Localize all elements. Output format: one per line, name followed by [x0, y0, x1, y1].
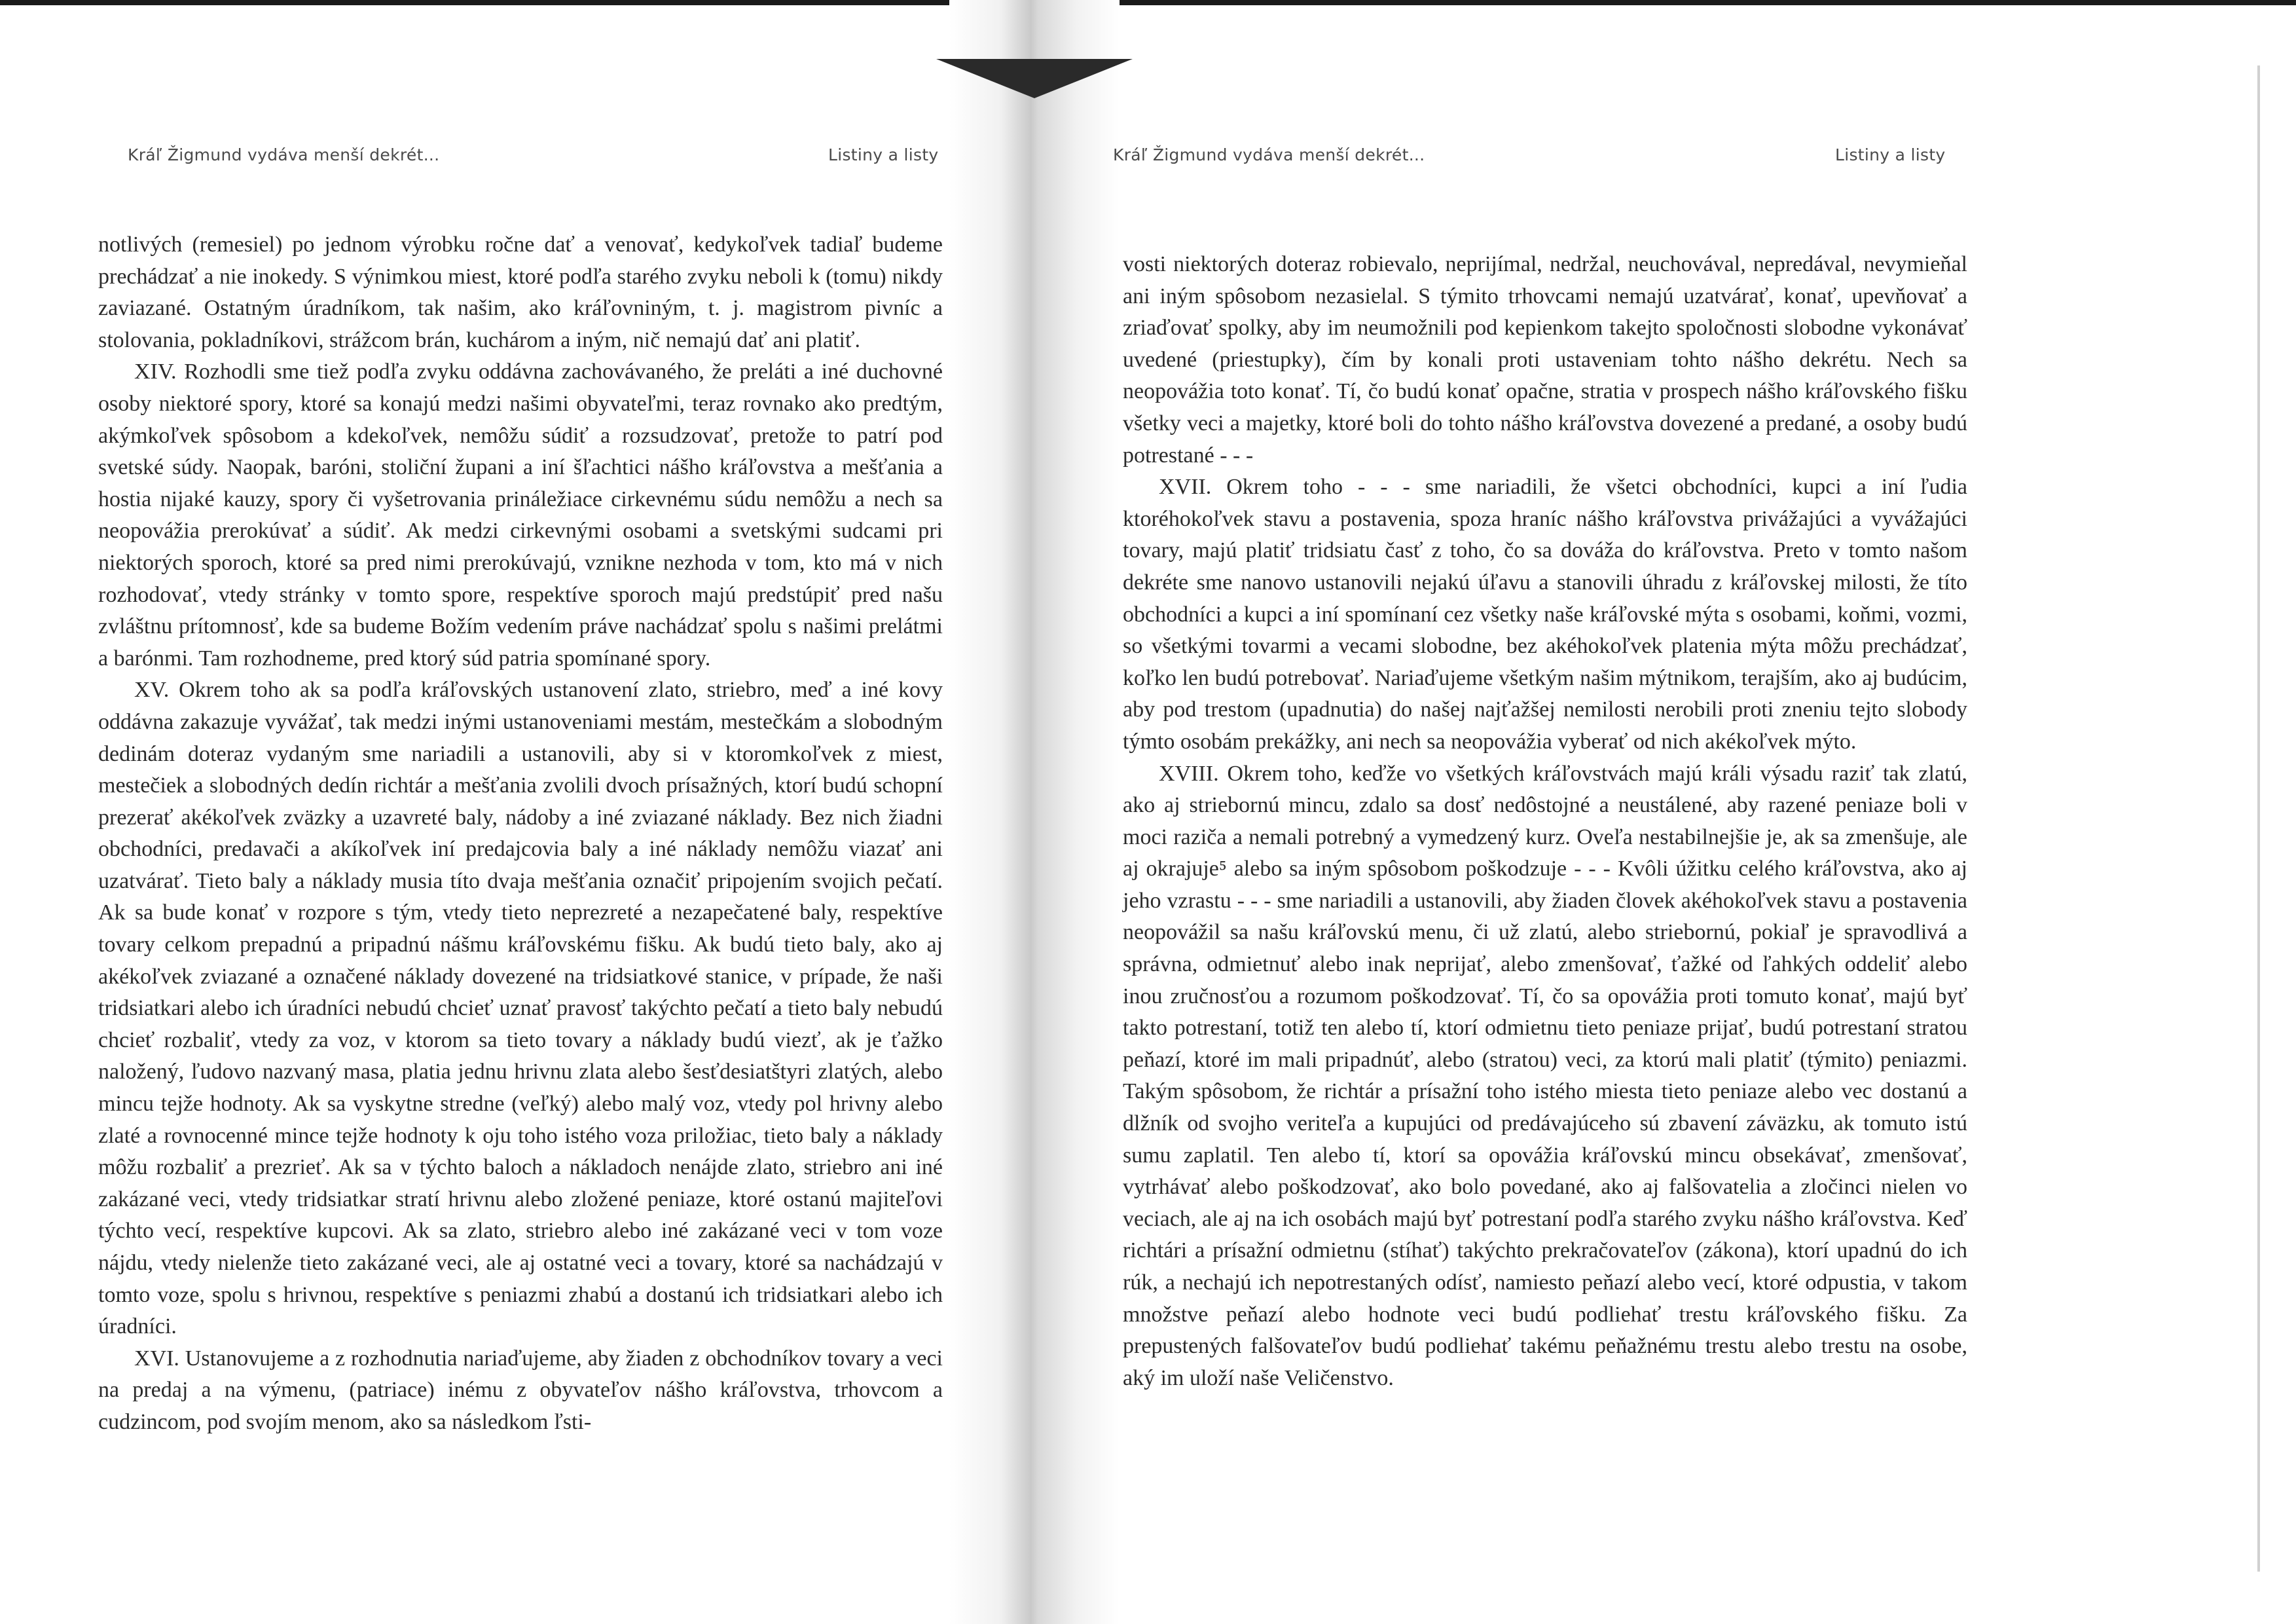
paragraph-xvi: XVI. Ustanovujeme a z rozhodnutia nariaďujeme, aby žiaden z obchodníkov tovary a veci na predaj a na výmenu, (patriace) inému z obyvateľov nášho kráľovstva, trhovcom a cudzincom, pod svojím menom, ako sa následkom ľsti-: [98, 1346, 943, 1434]
running-head-section: Listiny a listy: [1835, 145, 1946, 164]
right-page: [1113, 0, 2296, 1624]
running-head-title: Kráľ Žigmund vydáva menší dekrét...: [128, 145, 440, 164]
left-page-body: [98, 229, 943, 1439]
paragraph-continued: vosti niektorých doteraz robievalo, neprijímal, nedržal, neuchovával, nepredával, nevymieňal ani iným spôsobom nezasielal. S týmito trhovcami nemajú uzatvárať, konať, upevňovať a zriaďovať spolky, aby im neumožnili pod kepienkom takejto spoločnosti slobodne vykonávať uvedené (priestupky), čím by konali proti ustaveniam tohto nášho dekrétu. Nech sa neopovážia toto konať. Tí, čo budú konať opačne, stratia v prospech nášho kráľovského fišku všetky veci a majetky, ktoré boli do tohto nášho kráľovstva dovezené a predané, a osoby budú potrestané - - -: [1123, 252, 1967, 468]
book-gutter: [949, 0, 1120, 1624]
binding-shadow: [936, 59, 1133, 98]
running-head-title: Kráľ Žigmund vydáva menší dekrét...: [1113, 145, 1425, 164]
right-page-body: [1123, 249, 1967, 1394]
paragraph-continued: notlivých (remesiel) po jednom výrobku ročne dať a venovať, kedykoľvek tadiaľ budeme prechádzať a nie inokedy. S výnimkou miest, ktoré podľa starého zvyku neboli k (tomu) nikdy zaviazané. Ostatným úradníkom, tak našim, ako kráľovniným, t. j. magistrom pivníc a stolovania, pokladníkovi, strážcom brán, kuchárom a iným, nič nemajú dať ani platiť.: [98, 232, 943, 352]
paragraph-xv: XV. Okrem toho ak sa podľa kráľovských ustanovení zlato, striebro, meď a iné kovy oddávna zakazuje vyvážať, tak medzi inými ustanoveniami mestám, mestečkám a slobodným dedinám doteraz vydaným sme nariadili a ustanovili, aby si v ktoromkoľvek z miest, mestečiek a slobodných dedín richtár a mešťania zvolili dvoch prísažných, ktorí budú schopní prezerať akékoľvek zväzky a uzavreté baly, nádoby a iné zviazané náklady. Bez nich žiadni obchodníci, predavači a akíkoľvek iní predajcovia baly a iné náklady nemôžu viazať ani uzatvárať. Tieto baly a náklady musia títo dvaja mešťania označiť pripojením svojich pečatí. Ak sa bude konať v rozpore s tým, vtedy tieto neprezreté a nezapečatené baly, respektíve tovary celkom prepadnú a pripadnú nášmu kráľovskému fišku. Ak budú tieto baly, ako aj akékoľvek zviazané a označené náklady dovezené na tridsiatkové stanice, v prípade, že naši tridsiatkari alebo ich úradníci nebudú chcieť uznať pravosť takýchto pečatí a tieto baly nebudú chcieť rozbaliť, vtedy za voz, v ktorom sa tieto tovary a náklady budú viezť, ak je ťažko naložený, ľudovo nazvaný masa, platia jednu hrivnu zlata alebo šesťdesiatštyri zlatých, alebo mincu tejže hodnoty. Ak sa vyskytne stredne (veľký) alebo malý voz, vtedy pol hrivny alebo zlaté a rovnocenné mince tejže hodnoty k oju toho istého voza priložiac, tieto baly a náklady môžu rozbaliť a prezrieť. Ak sa v týchto baloch a nákladoch nenájde zlato, striebro ani iné zakázané veci, vtedy tridsiatkar stratí hrivnu alebo zložené peniaze, ktoré ostanú majiteľovi týchto vecí, respektíve kupcovi. Ak sa zlato, striebro alebo iné zakázané veci v tom voze nájdu, vtedy nielenže tieto zakázané veci, ale aj ostatné veci a tovary, ktoré sa nachádzajú v tomto voze, spolu s hrivnou, respektíve s peniazmi zhabú a dostanú ich tridsiatkari alebo ich úradníci.: [98, 678, 943, 1339]
running-head-section: Listiny a listy: [828, 145, 939, 164]
paragraph-xviii: XVIII. Okrem toho, keďže vo všetkých kráľovstvách majú králi výsadu raziť tak zlatú, ako aj striebornú mincu, zdalo sa dosť nedôstojné a neustálené, aby razené peniaze boli v moci raziča a nemali potrebný a vymedzený kurz. Oveľa nestabilnejšie je, ak sa zmenšuje, ale aj okrajuje⁵ alebo sa iným spôsobom poškodzuje - - - Kvôli úžitku celého kráľovstva, ako aj jeho vzrastu - - - sme nariadili a ustanovili, aby žiaden človek akéhokoľvek stavu a postavenia neopovážil sa našu kráľovskú menu, či už zlatú, alebo striebornú, pokiaľ je spravodlivá a správna, odmietnuť alebo inak neprijať, alebo zmenšovať, ťažké od ľahkých oddeliť alebo inou zručnosťou a rozumom poškodzovať. Tí, čo sa opovážia proti tomuto konať, majú byť takto potrestaní, totiž ten alebo tí, ktorí odmietnu tieto peniaze prijať, budú potrestaní stratou peňazí, ktoré im mali pripadnúť, alebo (stratou) veci, za ktorú mali platiť (týmito) peniazmi. Takým spôsobom, že richtár a prísažní toho istého miesta tieto peniaze alebo vec dostanú a dlžník od svojho veriteľa a kupujúci od predávajúceho sú zbavení záväzku, ak tomuto istú sumu zaplatil. Ten alebo tí, ktorí sa opovážia kráľovskú mincu obsekávať, zmenšovať, vytrhávať alebo poškodzovať, ako bolo povedané, ako aj falšovatelia a zločinci nielen vo veciach, ale aj na ich osobách majú byť potrestaní podľa starého zvyku nášho kráľovstva. Keď richtári a prísažní odmietnu (stíhať) takýchto prekračovateľov (zákona), ktorí upadnú do ich rúk, a nechajú ich nepotrestaných odísť, namiesto peňazí alebo vecí, ktoré odpustia, v takom množstve peňazí alebo hodnote veci budú podliehať trestu kráľovského fišku. Za prepustených falšovateľov budú podliehať takému peňažnému trestu alebo trestu na osobe, aký im uloží naše Veličenstvo.: [1123, 761, 1967, 1390]
paragraph-xiv: XIV. Rozhodli sme tiež podľa zvyku oddávna zachovávaného, že preláti a iné duchovné osoby niektoré spory, ktoré sa konajú medzi našimi obyvateľmi, teraz rovnako ako predtým, akýmkoľvek spôsobom a kdekoľvek, nemôžu súdiť a rozsudzovať, pretože to patrí pod svetské súdy. Naopak, baróni, stoliční župani a iní šľachtici nášho kráľovstva a mešťania a hostia nijaké kauzy, spory či vyšetrovania prináležiace cirkevnému súdu nemôžu a nech sa neopovážia prerokúvať a súdiť. Ak medzi cirkevnými osobami a svetskými sudcami pri niektorých sporoch, ktoré sa pred nimi prerokúvajú, vznikne nezhoda v tom, kto má v nich rozhodovať, vtedy stránky v tomto spore, respektíve sporoch majú predstúpiť pred našu zvláštnu prítomnosť, kde sa budeme Božím vedením práve nachádzať spolu s našimi prelátmi a barónmi. Tam rozhodneme, pred ktorý súd patria spomínané spory.: [98, 360, 943, 671]
paragraph-xvii: XVII. Okrem toho - - - sme nariadili, že všetci obchodníci, kupci a iní ľudia ktoréhokoľvek stavu a postavenia, spoza hraníc nášho kráľovstva privážajúci a vyvážajúci tovary, majú platiť tridsiatu časť z toho, čo sa dováža do kráľovstva. Preto v tomto našom dekréte sme nanovo ustanovili nejakú úľavu a stanovili úhradu z kráľovskej milosti, že títo obchodníci a kupci a iní spomínaní cez všetky naše kráľovské mýta s osobami, koňmi, vozmi, so všetkými tovarmi a vecami slobodne, bez akéhokoľvek platenia mýta môžu prechádzať, koľko len budú potrebovať. Nariaďujeme všetkým našim mýtnikom, terajším, ako aj budúcim, aby pod trestom (upadnutia) do našej najťažšej nemilosti nerobili proti zneniu tejto slobody týmto osobám prekážky, ani nech sa neopovážia vyberať od nich akékoľvek mýto.: [1123, 475, 1967, 754]
left-page: [0, 0, 956, 1624]
